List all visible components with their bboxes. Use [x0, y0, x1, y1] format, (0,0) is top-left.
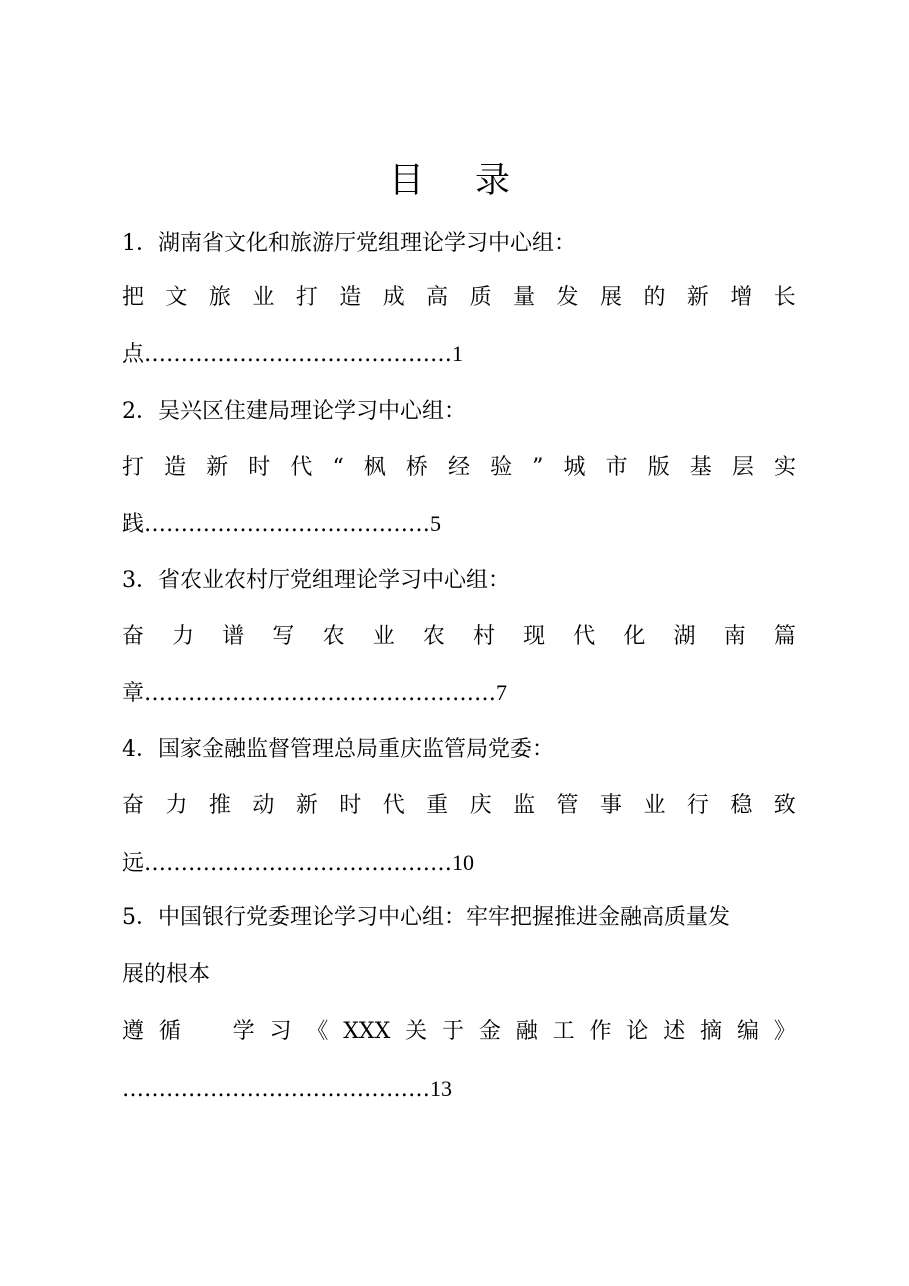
title-char: 经: [447, 455, 470, 480]
toc-entry-5-page: 13: [430, 1076, 452, 1101]
toc-entry-3-heading: 3．省农业农村厅党组理论学习中心组：: [122, 568, 510, 593]
title-char: 农: [322, 624, 345, 649]
title-char: 桥: [405, 455, 428, 480]
title-char: 层: [731, 455, 754, 480]
title-char: 论: [626, 1019, 649, 1044]
title-char: 述: [663, 1019, 686, 1044]
toc-entry-4-last-char: 远: [122, 851, 145, 876]
title-char: 基: [689, 455, 712, 480]
title-char: 遵: [122, 1019, 145, 1044]
toc-entry-3-last-line[interactable]: [122, 675, 796, 711]
title-char: 动: [252, 793, 275, 818]
toc-entry-1-last-char: 点: [122, 342, 145, 367]
title-char: 谱: [222, 624, 245, 649]
toc-entry-1-subtitle: [122, 280, 796, 316]
title-char: 奋: [122, 624, 145, 649]
title-char: 新: [206, 455, 229, 480]
title-char: 城: [563, 455, 586, 480]
toc-entry-4-dots: ……………………………………: [144, 851, 453, 876]
title-char: ”: [532, 455, 544, 480]
title-char: [196, 1014, 218, 1050]
title-char: 摘: [700, 1019, 723, 1044]
toc-entry-5-last-line[interactable]: [122, 1071, 796, 1107]
title-char: 把: [122, 285, 145, 310]
title-char: 打: [122, 455, 145, 480]
title-char: 代: [382, 793, 405, 818]
title-char: 代: [573, 624, 596, 649]
toc-entry-5-heading: 5．中国银行党委理论学习中心组：牢牢把握推进金融高质量发: [122, 905, 730, 930]
title-char: 循: [158, 1019, 181, 1044]
title-char: 造: [164, 455, 187, 480]
toc-entry-1-last-line[interactable]: [122, 336, 796, 372]
title-char: 于: [441, 1019, 464, 1044]
title-char: 新: [686, 285, 709, 310]
toc-entry-4-subtitle: [122, 788, 796, 824]
title-char: 发: [556, 285, 579, 310]
title-char: 造: [339, 285, 362, 310]
title-char: 监: [513, 793, 536, 818]
title-char: 高: [426, 285, 449, 310]
title-char: 学: [232, 1019, 255, 1044]
title-char: 融: [515, 1019, 538, 1044]
title-char: 管: [556, 793, 579, 818]
title-char: 枫: [363, 455, 386, 480]
title-char: 重: [426, 793, 449, 818]
title-char: 工: [552, 1019, 575, 1044]
title-char: 编: [736, 1019, 759, 1044]
title-char: 》: [773, 1019, 796, 1044]
title-char: 版: [647, 455, 670, 480]
title-char: 时: [248, 455, 271, 480]
toc-entry-4-heading: 4．国家金融监督管理总局重庆监管局党委：: [122, 737, 554, 762]
title-char: 新: [295, 793, 318, 818]
title-char: 业: [252, 285, 275, 310]
toc-entry-2-last-line[interactable]: [122, 506, 796, 542]
title-char: 量: [513, 285, 536, 310]
title-char: 旅: [208, 285, 231, 310]
title-char: 篇: [773, 624, 796, 649]
toc-entry-5-dots: ……………………………………: [122, 1077, 430, 1102]
title-char: 《: [306, 1019, 329, 1044]
toc-entry-1-dots: ……………………………………: [144, 342, 453, 367]
title-char: 增: [730, 285, 753, 310]
title-char: 行: [686, 793, 709, 818]
title-char: 质: [469, 285, 492, 310]
toc-entry-5-heading-cont: 展的根本: [122, 962, 211, 987]
title-char: 写: [272, 624, 295, 649]
title-char: 实: [773, 455, 796, 480]
title-char: 验: [490, 455, 513, 480]
title-char: 成: [382, 285, 405, 310]
title-char: 农: [422, 624, 445, 649]
toc-entry-4-last-line[interactable]: [122, 845, 796, 881]
title-char: 市: [605, 455, 628, 480]
title-char: 奋: [122, 793, 145, 818]
toc-entry-3-subtitle: [122, 619, 796, 655]
toc-entry-2-last-char: 践: [122, 512, 145, 537]
title-char: 南: [723, 624, 746, 649]
title-char: 的: [643, 285, 666, 310]
title-char: 代: [290, 455, 313, 480]
toc-entry-1-page: 1: [452, 341, 464, 366]
title-char: 力: [165, 793, 188, 818]
toc-entry-3-last-char: 章: [122, 681, 145, 706]
title-char: 村: [472, 624, 495, 649]
title-char: 作: [589, 1019, 612, 1044]
title-char: 打: [295, 285, 318, 310]
title-char: 现: [523, 624, 546, 649]
toc-entry-5-subtitle: [122, 1014, 796, 1050]
title-char: 习: [269, 1019, 292, 1044]
title-char: “: [332, 455, 344, 480]
toc-entry-3-dots: …………………………………………: [144, 681, 497, 706]
title-char: 文: [165, 285, 188, 310]
title-char: 长: [773, 285, 796, 310]
toc-entry-4-page: 10: [452, 850, 475, 875]
title-char: 湖: [673, 624, 696, 649]
title-char: 业: [643, 793, 666, 818]
title-char: 推: [208, 793, 231, 818]
title-char: 时: [339, 793, 362, 818]
title-char: 展: [599, 285, 622, 310]
toc-entry-2-dots: …………………………………: [144, 512, 431, 537]
toc-entry-1-heading: 1．湖南省文化和旅游厅党组理论学习中心组：: [122, 231, 576, 256]
toc-entry-2-subtitle: [122, 450, 796, 486]
toc-entry-2-heading: 2．吴兴区住建局理论学习中心组：: [122, 399, 466, 424]
toc-entry-3-page: 7: [496, 680, 508, 705]
title-char: 庆: [469, 793, 492, 818]
page-title: 目 录: [388, 161, 531, 201]
title-char: 业: [372, 624, 395, 649]
title-char: XXX: [343, 1019, 391, 1044]
toc-entry-2-page: 5: [430, 511, 442, 536]
title-char: 致: [773, 793, 796, 818]
title-char: 化: [623, 624, 646, 649]
title-char: 事: [599, 793, 622, 818]
title-char: 稳: [730, 793, 753, 818]
title-char: 关: [405, 1019, 428, 1044]
title-char: 金: [478, 1019, 501, 1044]
title-char: 力: [172, 624, 195, 649]
